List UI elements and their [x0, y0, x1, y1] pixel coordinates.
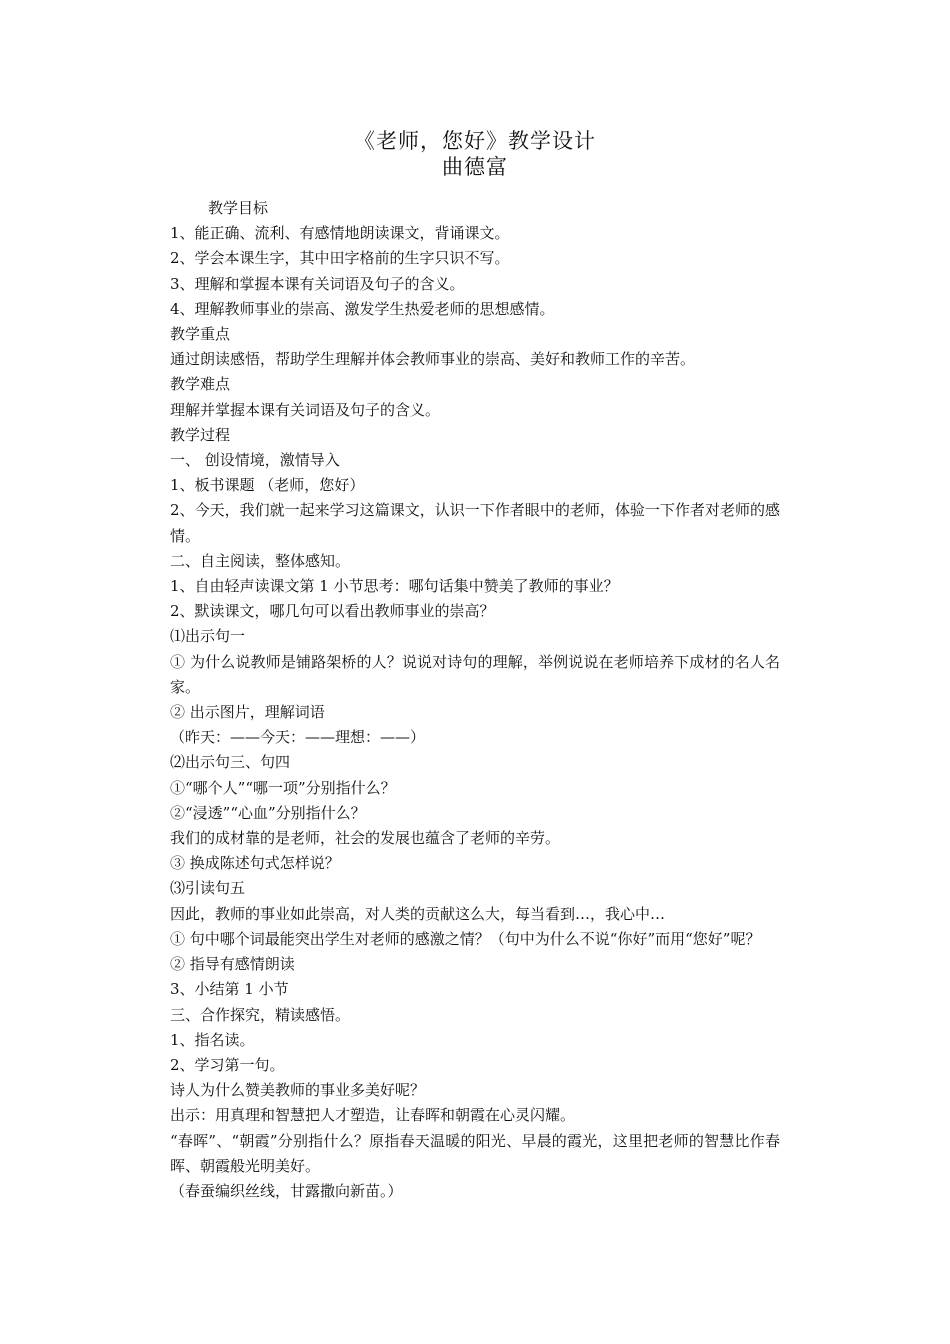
paragraph-line: 2、默读课文，哪几句可以看出教师事业的崇高？ [170, 602, 495, 621]
paragraph-line: 我们的成材靠的是老师，社会的发展也蕴含了老师的辛劳。 [170, 829, 561, 848]
paragraph-line: （春蚕编织丝线，甘露撒向新苗。） [170, 1181, 403, 1200]
document-body [170, 196, 780, 1204]
paragraph-line: 三、合作探究，精读感悟。 [170, 1005, 351, 1024]
paragraph-line: ⑴出示句一 [170, 627, 246, 646]
paragraph-line: ① 为什么说教师是铺路架桥的人？说说对诗句的理解，举例说说在老师培养下成材的名人名家。 [170, 652, 780, 696]
paragraph-line: 4、理解教师事业的崇高、激发学生热爱老师的思想感情。 [170, 299, 555, 318]
paragraph-line: 诗人为什么赞美教师的事业多美好呢？ [170, 1081, 426, 1100]
paragraph-line: ③ 换成陈述句式怎样说？ [170, 854, 340, 873]
paragraph-line: 2、学习第一句。 [170, 1055, 285, 1074]
paragraph-line: ② 指导有感情朗读 [170, 955, 295, 974]
paragraph-line: 3、小结第 1 小节 [170, 980, 289, 999]
section-heading: 教学难点 [170, 375, 231, 394]
paragraph-line: 2、今天，我们就一起来学习这篇课文，认识一下作者眼中的老师，体验一下作者对老师的感情。 [170, 501, 780, 545]
paragraph-line: 1、板书课题 （老师，您好） [170, 476, 365, 495]
paragraph-line: ⑵出示句三、句四 [170, 753, 291, 772]
paragraph-line: 2、学会本课生字，其中田字格前的生字只识不写。 [170, 249, 510, 268]
paragraph-line: 因此，教师的事业如此崇高，对人类的贡献这么大，每当看到…，我心中… [170, 904, 666, 923]
section-heading: 教学目标 [208, 199, 269, 217]
paragraph-line: 一、 创设情境，激情导入 [170, 451, 340, 470]
paragraph-line: 二、自主阅读，整体感知。 [170, 551, 351, 570]
paragraph-line: ② 出示图片，理解词语 [170, 703, 325, 722]
section-heading: 教学过程 [170, 425, 231, 444]
document-title: 《老师，您好》教学设计 [354, 129, 596, 153]
paragraph-line: 1、能正确、流利、有感情地朗读课文，背诵课文。 [170, 224, 510, 243]
paragraph-line: （昨天：——今天：——理想：——） [170, 728, 426, 747]
paragraph-line: ②“浸透”“心血”分别指什么？ [170, 803, 366, 822]
paragraph-line: 通过朗读感悟，帮助学生理解并体会教师事业的崇高、美好和教师工作的辛苦。 [170, 350, 696, 369]
paragraph-line: ① 句中哪个词最能突出学生对老师的感激之情？（句中为什么不说“你好”而用“您好”呢？ [170, 929, 761, 948]
paragraph-line: ⑶引读句五 [170, 879, 246, 898]
paragraph-line: 出示：用真理和智慧把人才塑造，让春晖和朝霞在心灵闪耀。 [170, 1106, 576, 1125]
paragraph-line: 1、自由轻声读课文第 1 小节思考：哪句话集中赞美了教师的事业？ [170, 577, 619, 596]
paragraph-line: 1、指名读。 [170, 1030, 255, 1049]
paragraph-line: “春晖”、“朝霞”分别指什么？原指春天温暖的阳光、早晨的霞光，这里把老师的智慧比作春晖、朝霞般光明美好。 [170, 1131, 780, 1175]
paragraph-line: 理解并掌握本课有关词语及句子的含义。 [170, 400, 441, 419]
section-heading: 教学重点 [170, 325, 231, 344]
paragraph-line: 3、理解和掌握本课有关词语及句子的含义。 [170, 274, 465, 293]
paragraph-line: ①“哪个人”“哪一项”分别指什么？ [170, 778, 396, 797]
document-author: 曲德富 [442, 155, 508, 179]
